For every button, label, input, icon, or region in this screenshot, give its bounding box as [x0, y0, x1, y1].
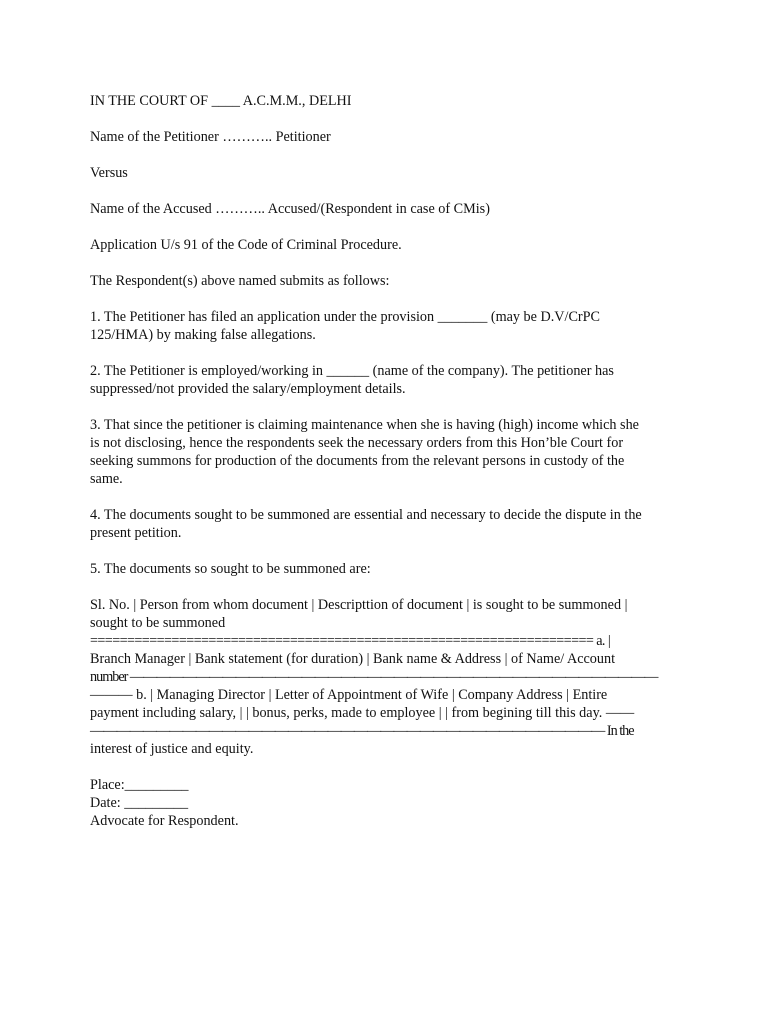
para3-line2: is not disclosing, hence the respondents seek the necessary orders from this Hon’ble Court for [90, 435, 624, 451]
para4-line2: present petition. [90, 525, 182, 541]
signature-line: Advocate for Respondent. [90, 813, 239, 829]
court-heading: IN THE COURT OF ____ A.C.M.M., DELHI [90, 93, 352, 109]
para1-line1: 1. The Petitioner has filed an application under the provision _______ (may be D.V/CrPC [90, 309, 601, 325]
table-text-line3: ==================================================================== a. | [90, 633, 611, 649]
para3-line4: same. [90, 471, 123, 487]
place-line: Place:_________ [90, 777, 189, 793]
table-text-line9: interest of justice and equity. [90, 741, 254, 757]
table-text-line6: ——— b. | Managing Director | Letter of Appointment of Wife | Company Address | Entire [90, 687, 608, 703]
para2-line2: suppressed/not provided the salary/employment details. [90, 381, 406, 397]
table-text-line1: Sl. No. | Person from whom document | Descripttion of document | is sought to be summoned | [90, 597, 628, 613]
table-text-line5: number ———————————————————————————————————————— [90, 669, 658, 685]
para4-line1: 4. The documents sought to be summoned are essential and necessary to decide the dispute in the [90, 507, 642, 523]
para1-line2: 125/HMA) by making false allegations. [90, 327, 316, 343]
versus-line: Versus [90, 165, 128, 181]
table-text-line8: ——————————————————————————————————————— In the [90, 723, 634, 739]
table-text-line2: sought to be summoned [90, 615, 226, 631]
submits-line: The Respondent(s) above named submits as follows: [90, 273, 390, 289]
date-line: Date: _________ [90, 795, 189, 811]
table-text-line4: Branch Manager | Bank statement (for duration) | Bank name & Address | of Name/ Account [90, 651, 616, 667]
application-line: Application U/s 91 of the Code of Criminal Procedure. [90, 237, 402, 253]
table-text-line7: payment including salary, | | bonus, perks, made to employee | | from begining till this day. —— [90, 705, 635, 721]
petitioner-line: Name of the Petitioner ……….. Petitioner [90, 129, 331, 145]
para3-line1: 3. That since the petitioner is claiming maintenance when she is having (high) income which she [90, 417, 639, 433]
para5-line: 5. The documents so sought to be summoned are: [90, 561, 371, 577]
para2-line1: 2. The Petitioner is employed/working in ______ (name of the company). The petitioner has [90, 363, 614, 379]
accused-line: Name of the Accused ……….. Accused/(Respondent in case of CMis) [90, 201, 490, 217]
para3-line3: seeking summons for production of the documents from the relevant persons in custody of the [90, 453, 625, 469]
